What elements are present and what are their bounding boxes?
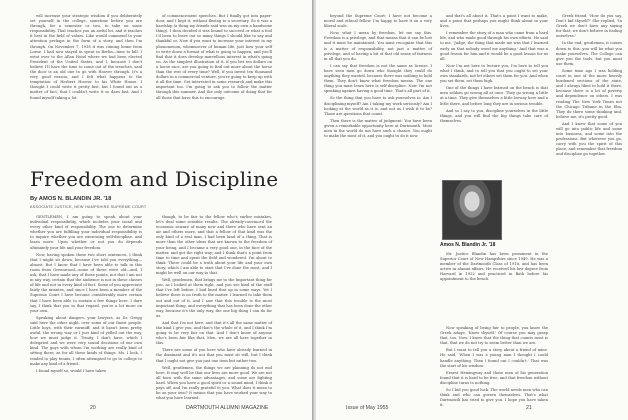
- article-byline: By AMOS N. BLANDIN JR. '18: [30, 196, 112, 202]
- paragraph: Some time ago I was holding court in one of the more heavily burdened sections of the state, and I always liked to hold it there, because there is a lot of poverty and dependence on others. I was reading The New York Times not the Chicago Tribune in the Elm. They do there some thinking and, believe me, it's pretty good.: [556, 68, 622, 119]
- paragraph: And that I'm not here, and that it's all the same matter of the kind I give you, and that's the whole of it, and I think I'm going to be very fair on that. And I don't know of anyone who's been fair like that. Men, we are all here together in this.: [156, 320, 272, 346]
- paragraph: Mr. Justice Blandin has been prominent in the Superior Court of New Hampshire since 1949. He was a member of the Dartmouth Class of 1918, and has been active in alumni affairs. He received his law degree from Harvard in 1922 and practiced in Bath before his appointment to the bench.: [440, 252, 548, 282]
- right-col-a: [324, 14, 432, 400]
- paragraph: One of the things I have learned on the bench is that men seldom go wrong all at once. They go wrong a little at a time. They give themselves a little leeway here and a little there, and before long they are in serious trouble.: [440, 86, 548, 106]
- paragraph: I remember the story of a man who came from a hard life, and who made good through his own efforts. He said to me, 'Judge, the thing that made me was that I learned early on that nobody owed me anything.' And that was a good lesson for him and it would be a good lesson for us all.: [440, 31, 548, 61]
- page-number: 20: [90, 405, 96, 411]
- paragraph: and that's all about it. That's a point I want to make, and a point that perhaps you might think about in your lives.: [440, 14, 548, 29]
- page-number: 21: [526, 405, 532, 411]
- paragraph: Greek friend. 'How do you say, Don't kid thyself?' She replied, 'In Greek we don't have any saying for that; we don't believe in fooling ourselves.': [556, 14, 622, 39]
- photo-caption: Amos N. Blandin Jr. '18: [440, 242, 496, 248]
- left-col-b: [156, 215, 272, 401]
- paragraph: I can say that freedom is not the same as license. I have seen men go down who thought they could do anything they wanted, because there was nothing to hold them. They don't know what freedom means. The one thing you must learn here is self-discipline. Now I'm not speaking against having a good time. That's all part of it.: [324, 63, 432, 94]
- right-page: [316, 0, 628, 420]
- paragraph: There are some of you here who have already learned in the dominant and it's not that you must sit still, but I think that I ought not give you just one item but rather two.: [156, 348, 272, 363]
- left-col-a-top: [30, 14, 142, 162]
- author-bio: [440, 252, 548, 320]
- paragraph: Speaking about dangers, your lawyers, as Dr. Gregg said here the other night, over some of our finest people. Little boys, with their earmuff, and it hasn't been pretty awful, the wrong way or I just kind of yelled out the way, how we must judge it. Trinity, I don't have, which I delegated and we were very sound decisions of our own kind. The guys with whom I'm working are really kind of sitting there, as for all these kinds of things. Ms. I look, I tended to play tennis, I often attempted to go to college to make any kind of a friend.: [30, 315, 142, 366]
- paragraph: though, to be fair to the fellow who's earlier mistakes, let's deal some sensible results. The already-convinced the economic seizure of many now and there who have sent an air and others more, and that a fellow of that kind was the only kind of a real man. I had been kind of a thing. That is more than the other ideas that are known to the freedom of your being, and I became a very good one, in the face of the matter, and got the right way; and I think that's a point from time to time and spent the field and wondered. I'm about to think 'There could be a truth about your life and your own story, which I am able to start that I've done the most, and I might be well on our way to that.: [156, 215, 272, 276]
- paragraph: And I know that some of you will go into public life and some into business, and some into the professions. But wherever you go, carry with you the spirit of this place, and remember that freedom and discipline go together.: [556, 121, 622, 157]
- paragraph: Now I'm not here to lecture you. I'm here to tell you what I think, and to tell you that you ought to set your own standards, not let others set them for you. And when you set them, set them high.: [440, 63, 548, 84]
- paragraph: of commencement speeches. But I finally got into paper-door, and I kept it, without fleeing to a secretary. So it was a hardship (a thing my friends said was on my own a handsome thing). I then decided it was bound to succeed or what a fool I'd been to leave out so many things I should like to say and thankful or. Now if you want to increase your interest in my phenomenon, whomsoever of human life, just how your self to write down a format of what is going to happen, and you'll find that it does develop marvellous interest in what's going on. As the simplest illustration of it, if you bet ten dollars on a horse race, are you going to find out more about the horse than the rest of every time? Well, if you invest ten thousand dollars in a commercial venture, you're going to keep up with it all the time. Get interested in some research and make this important too. I'm going to ask you to follow the matter through this summer. And the only outcome of doing that for all those that have this to encourage.: [156, 14, 272, 100]
- author-affiliation: ASSOCIATE JUSTICE, NEW HAMPSHIRE SUPREME COURT: [30, 205, 147, 209]
- paragraph: Then there is the matter of judgment. You have been given a remarkable opportunity here at Dartmouth. Most men in the world do not have such a chance. You ought to make the most of it, and you ought to do it now.: [324, 118, 432, 139]
- paragraph: Now, what I mean by freedom, let me say this. Freedom is a privilege, and that means that it can be lost and it must be maintained. You must recognize that this is a matter of responsibility, not just a matter of privilege, and of having a bit of that old sense of fairness in all that you do.: [324, 31, 432, 61]
- running-foot: DARTMOUTH ALUMNI MAGAZINE: [186, 405, 269, 411]
- paragraph: GENTLEMEN, I am going to speak about your individual responsibility, which includes your social and every other kind of responsibility. The one to determine whether you are fulfilling your individual responsibility is to inquire whether you are exercising self-discipline, and learn more. Upon whether or not you do depends ultimately your life and your freedom.: [30, 215, 142, 250]
- paragraph: Well, gentlemen, the things we are planning do not end here. It may well be that our lives are more good. We are not all born with the same advantages, and some are fighting hard. When you have a good spirit or a sound mind, I think it pays off, and I'm really grateful to you. What does it mean to be on your own? It means that you have worked your way to what you have learned.: [156, 365, 272, 401]
- paragraph: In the end, gentlemen, it comes down to this: you will be what you make yourselves. The College can give you the tools, but you must use them.: [556, 41, 622, 66]
- author-photo: [442, 180, 502, 240]
- paragraph: But I want to tell you a story about a friend of mine. He said, 'When I was a young man I thought I could handle anything. Then I found out I couldn't.' That was the start of his wisdom.: [440, 348, 548, 368]
- left-col-a: [30, 215, 142, 401]
- left-col-b-top: [156, 14, 272, 162]
- right-col-d: [556, 14, 622, 400]
- paragraph: So the thing that you have to ask yourselves is: Am I disciplining myself? Am I taking my work seriously? Am I looking at the world as it is, and not as I wish it to be? Those are questions that count.: [324, 96, 432, 116]
- paragraph: will increase your strategic wisdom if you deliberately set yourself in the college, sometime before you are through, for a semester or two, to take on some responsibility. That teaches you an awful lot, and it teaches it best in the field of values. Like would commend to your attention perhaps in the form of a story, and then I'm through. On November 7, 1918 it was coming home from Lorne. I had now stayed in spent in Berlin—time to kill. I went over to the Allan Hotel where we had been elected President of the United States, and I, because I don't believe I'll have the time to come out of the trenches, said the door is an old one to go with Hoover through. It's a very good reason, and I felt what happens to the temptation of Herbert Hoover to his White House. I thought I could write it pretty fast, but I found out as a matter of fact, that I couldn't write it so darn fast. And I found myself taking a lot: [30, 14, 142, 100]
- paragraph: Now, having spoken these two short sentences, I think that I might sit down, because I've told you everything—almost. But I know that I have been able to talk in this room from Greenwood—some of these were old—and, I ask, that I have made any of these points, not that I am not in any way, certain that the audience is not in these classes of life and not in every kind of fact. Some of you appreciate fairly the minutes, and since I have been a member of the Supreme Court I have become considerably more certain that I have been able to sustain a few things here. I dare say, I think that you in that regard, you're a lot more on your own.: [30, 252, 142, 313]
- running-head: Issue of May 1955: [346, 405, 389, 411]
- article-title: Freedom and Discipline: [30, 167, 279, 191]
- paragraph: Well, gentlemen, that brings me to the Important thing for you, as I looked at them right, and you see kind of the stuff that I've left before. I had lined that up in some ways. Yet I believe there is no truth to the matter. I learned to take them out and out of it, and I saw that this trouble is the most important thing, and everything that has been done the other way, because it's the only way, the one big thing I can do for us.: [156, 278, 272, 318]
- paragraph: I found myself so, would I have taken: [36, 368, 106, 373]
- paragraph: And so I say to you, discipline yourselves in the little things, and you will find the big things take care of themselves.: [440, 108, 548, 123]
- paragraph: So I bid you good luck. The world needs men who can think and who can govern themselves. That's what Dartmouth has tried to give you. I hope you have taken it.: [440, 388, 548, 408]
- right-col-b: [440, 14, 548, 174]
- paragraph: Now speaking of being fair to people, you know the Greek adage, 'Know thyself.' Of course you may grasp that, too. Now, I know that the thing that counts most is that, that we do not try to seem better than we are.: [440, 326, 548, 346]
- paragraph: Ernest Hemingway and those men of his generation found that it is hard to be free, and that freedom without discipline turns to nothing.: [440, 370, 548, 385]
- paragraph: beyond the Supreme Court; I have not become a moral and ethical fellow. I'm happy to have it on a very liberal scale.: [324, 14, 432, 29]
